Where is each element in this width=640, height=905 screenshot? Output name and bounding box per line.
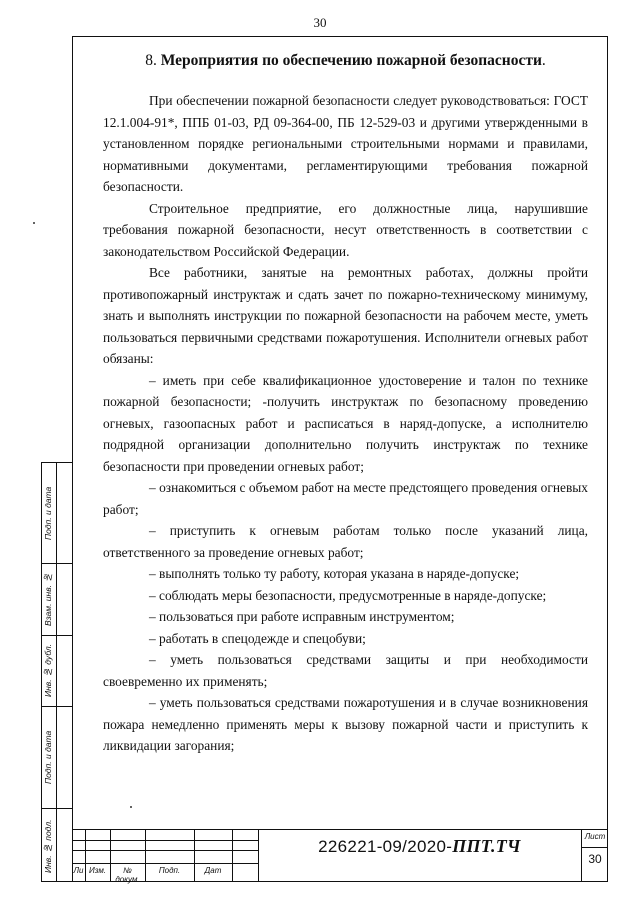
section-title [103,50,588,72]
list-item: – работать в спецодежде и спецобуви; [149,630,366,646]
sheet-label: Лист [584,832,606,841]
list-item: – приступить к огневым работам только после указаний лица, ответственного за проведение огневых работ; [103,523,588,560]
list-item: – пользоваться при работе исправным инструментом; [149,609,455,624]
document-number [258,836,581,857]
side-stamp [41,462,72,882]
stamp-header-podp: Подп. [158,866,181,875]
title-block [72,829,608,882]
paragraph: Все работники, занятые на ремонтных работах, должны пройти противопожарный инструктаж и сдать зачет по пожарно-техническому минимуму, знать и выполнять инструкции по пожарной безопасности на рабочем месте, уметь пользоваться первичными средствами пожаротушения. Исполнители огневых работ обязаны: [103,265,588,366]
side-label-inv-dubl: Инв. № дубл. [43,643,53,698]
stamp-hline [72,850,258,851]
side-stamp-line [42,563,73,564]
list-item: – соблюдать меры безопасности, предусмотренные в наряде-допуске; [149,587,547,603]
paragraph: При обеспечении пожарной безопасности следует руководствоваться: ГОСТ 12.1.004-91*, ППБ 01-03, РД 09-364-00, ПБ 12-529-03 и другими утвержденными в установленном порядке региональными строительными нормами и правилами, нормативными документами, регламентирующими требования пожарной безопасности. [103,93,588,194]
stamp-hline [72,840,258,841]
sheet-number: 30 [588,852,602,866]
side-label-podp-data-2: Подп. и дата [43,730,53,784]
document-number-code: 226221-09/2020- [318,837,453,856]
list-item: – ознакомиться с объемом работ на месте предстоящего проведения огневых работ; [103,480,588,517]
scan-speck [33,222,35,224]
stamp-header-dokum: № докум. [115,866,140,884]
page-number-top: 30 [313,15,327,30]
stamp-header-li: Ли [73,866,84,875]
side-label-podp-data: Подп. и дата [43,486,53,540]
section-heading-period: . [541,52,546,69]
side-label-vzam-inv: Взам. инв. № [43,572,53,626]
paragraph: Строительное предприятие, его должностные лица, нарушившие требования пожарной безопасности, несут ответственность в соответствии с законодательством Российской Федерации. [103,200,588,259]
scan-speck [130,806,132,808]
section-number: 8. [145,52,157,69]
stamp-hline [581,847,608,848]
side-stamp-line [42,808,73,809]
side-label-inv-podl: Инв. № подл. [43,819,53,873]
list-item: – иметь при себе квалификационное удостоверение и талон по технике пожарной безопасности; -получить инструктаж по безопасному проведению огневых, газоопасных работ и расписаться в наряд-допуске, а исполнителю подрядной организации дополнительно получить инструктаж по технике безопасности при проведении огневых работ; [103,372,588,474]
stamp-hline [72,863,258,864]
list-item: – уметь пользоваться средствами пожаротушения и в случае возникновения пожара немедленно применять меры к вызову пожарной части и приступить к ликвидации загорания; [103,695,588,753]
list-item: – выполнять только ту работу, которая указана в наряде-допуске; [149,566,520,581]
side-stamp-line [42,706,73,707]
side-stamp-line [42,635,73,636]
list-item: – уметь пользоваться средствами защиты и при необходимости своевременно их применять; [103,652,588,689]
section-heading: Мероприятия по обеспечению пожарной безопасности [160,52,542,69]
stamp-header-izm: Изм. [88,866,107,875]
document-body [103,50,588,757]
document-number-suffix: ППТ.ТЧ [452,836,521,856]
stamp-header-dat: Дат [204,866,222,875]
stamp-vline [232,830,233,882]
